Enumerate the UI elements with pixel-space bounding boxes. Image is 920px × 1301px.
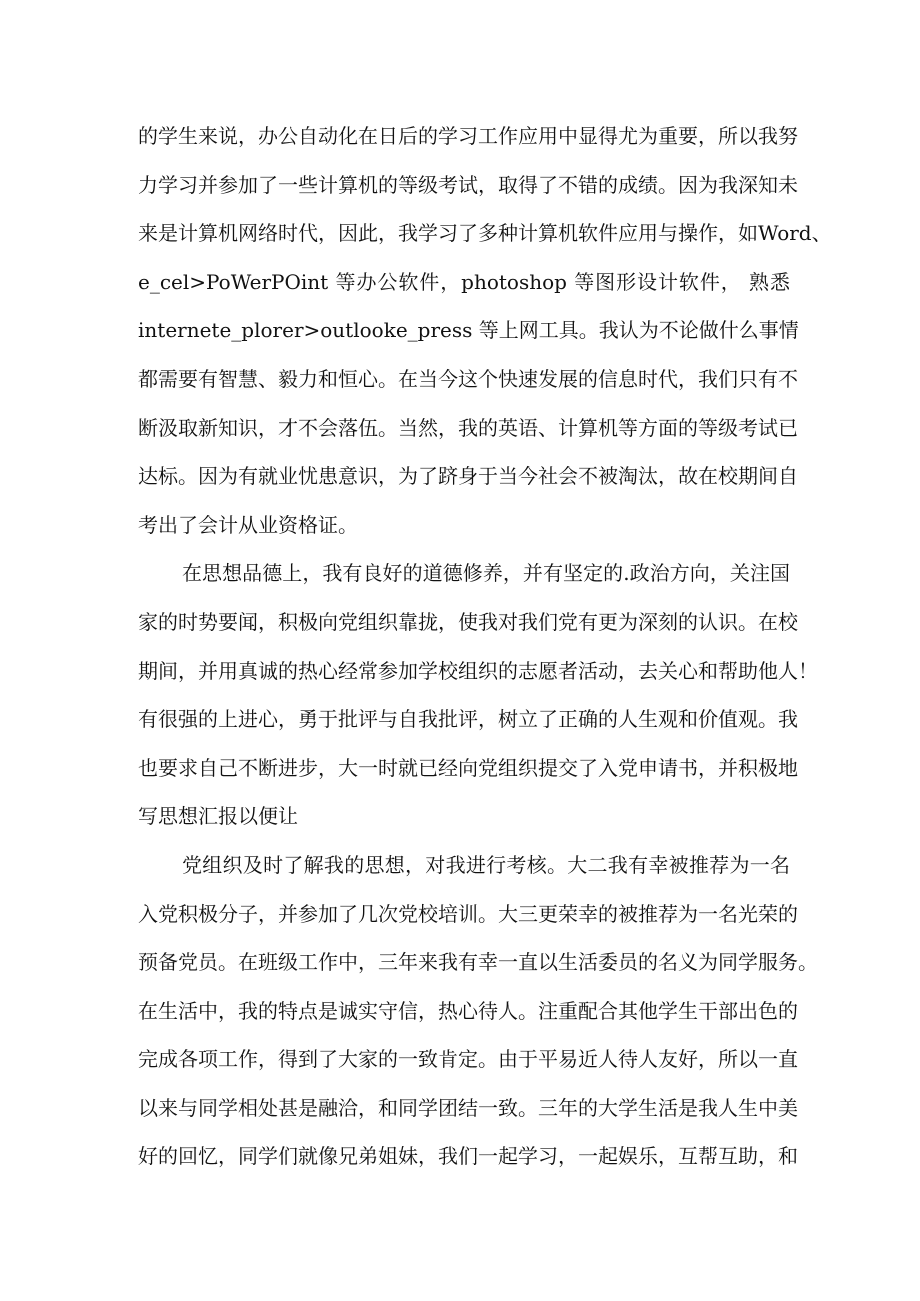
text-line: 写思想汇报以便让 — [138, 804, 298, 829]
text-line: 好的回忆，同学们就像兄弟姐妹，我们一起学习，一起娱乐，互帮互助，和 — [138, 1144, 798, 1169]
text-line: 力学习并参加了一些计算机的等级考试，取得了不错的成绩。因为我深知未 — [138, 172, 798, 197]
text-line: 在思想品德上，我有良好的道德修养，并有坚定的.政治方向，关注国 — [182, 561, 790, 586]
text-line: 党组织及时了解我的思想，对我进行考核。大二我有幸被推荐为一名 — [182, 852, 790, 877]
text-line: 在生活中，我的特点是诚实守信，热心待人。注重配合其他学生干部出色的 — [138, 998, 798, 1023]
text-line: 完成各项工作，得到了大家的一致肯定。由于平易近人待人友好，所以一直 — [138, 1047, 798, 1072]
text-line: 期间，并用真诚的热心经常参加学校组织的志愿者活动，去关心和帮助他人！ — [138, 658, 818, 683]
text-line: 也要求自己不断进步，大一时就已经向党组织提交了入党申请书，并积极地 — [138, 755, 798, 780]
paragraph-3 — [138, 841, 818, 1181]
text-line: 的学生来说，办公自动化在日后的学习工作应用中显得尤为重要，所以我努 — [138, 124, 798, 148]
text-line: 预备党员。在班级工作中，三年来我有幸一直以生活委员的名义为同学服务。 — [138, 950, 818, 975]
document-body — [138, 112, 832, 1181]
paragraph-1 — [138, 112, 832, 549]
text-line: 考出了会计从业资格证。 — [138, 512, 358, 537]
text-line: 入党积极分子，并参加了几次党校培训。大三更荣幸的被推荐为一名光荣的 — [138, 901, 798, 926]
text-line: 达标。因为有就业忧患意识，为了跻身于当今社会不被淘汰，故在校期间自 — [138, 464, 798, 489]
text-line: internete_plorer>outlooke_press 等上网工具。我认为不论做什么事情 — [138, 318, 799, 343]
text-line: 以来与同学相处甚是融洽，和同学团结一致。三年的大学生活是我人生中美 — [138, 1095, 798, 1120]
text-line: 有很强的上进心，勇于批评与自我批评，树立了正确的人生观和价值观。我 — [138, 707, 798, 732]
text-line: 家的时势要闻，积极向党组织靠拢，使我对我们党有更为深刻的认识。在校 — [138, 609, 798, 634]
paragraph-2 — [138, 549, 818, 841]
text-line: 来是计算机网络时代，因此，我学习了多种计算机软件应用与操作，如Word、 — [138, 221, 832, 246]
text-line: e_cel>PoWerPOint 等办公软件，photoshop 等图形设计软件， 熟悉 — [138, 269, 790, 294]
text-line: 都需要有智慧、毅力和恒心。在当今这个快速发展的信息时代，我们只有不 — [138, 366, 798, 391]
text-line: 断汲取新知识，才不会落伍。当然，我的英语、计算机等方面的等级考试已 — [138, 415, 798, 440]
